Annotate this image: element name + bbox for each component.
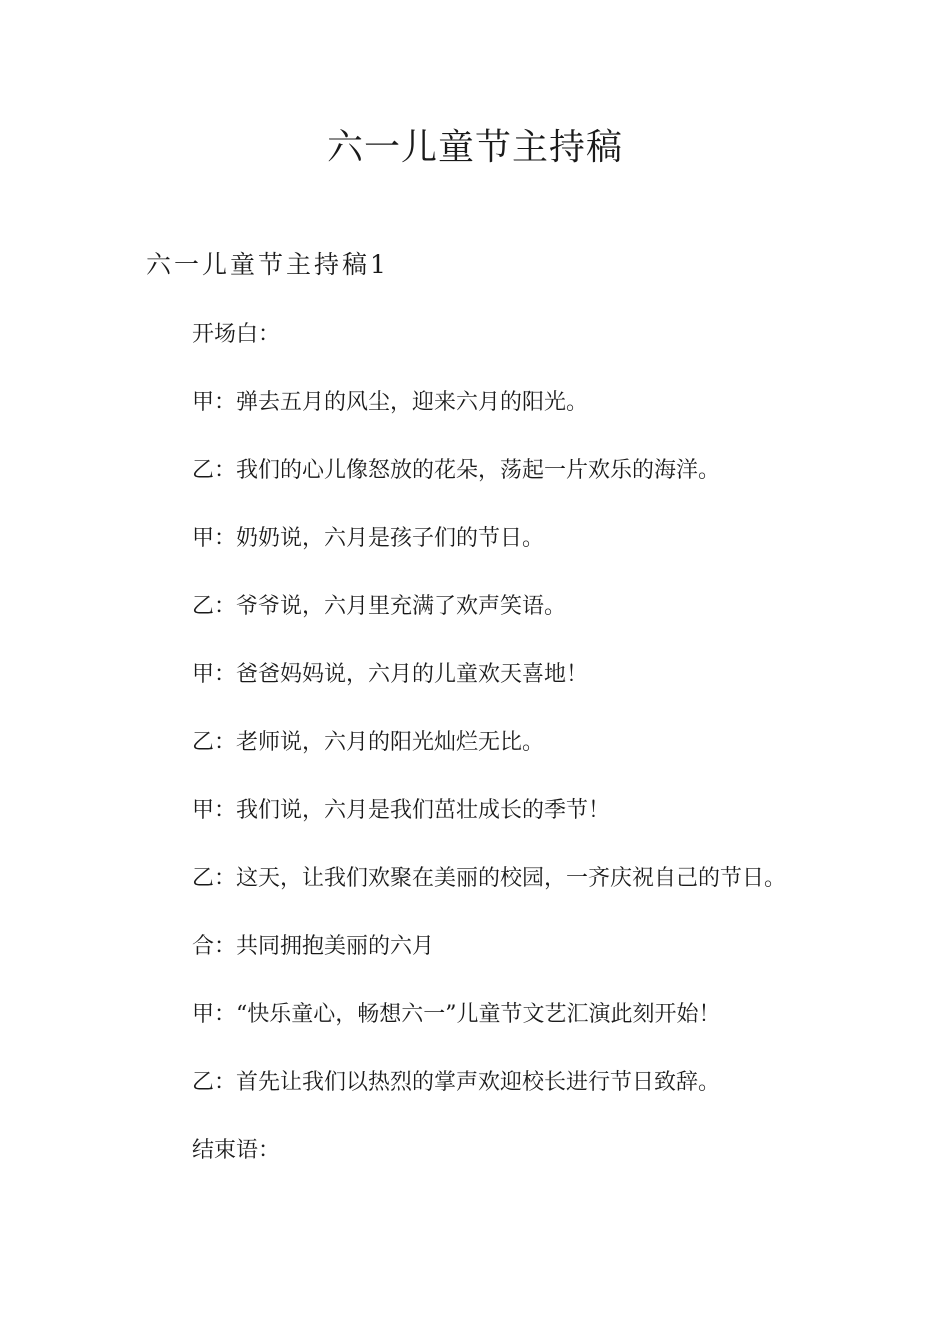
section-title: 六一儿童节主持稿1 <box>146 250 389 279</box>
paragraph: 甲：爸爸妈妈说，六月的儿童欢天喜地！ <box>192 662 589 687</box>
paragraph: 乙：老师说，六月的阳光灿烂无比。 <box>192 730 545 755</box>
paragraph: 甲：“快乐童心，畅想六一”儿童节文艺汇演此刻开始！ <box>192 1002 721 1027</box>
document-body <box>192 318 832 1202</box>
paragraph: 甲：奶奶说，六月是孩子们的节日。 <box>192 526 545 551</box>
paragraph: 甲：我们说，六月是我们茁壮成长的季节！ <box>192 798 611 823</box>
paragraph-closing-label: 结束语： <box>192 1138 281 1163</box>
paragraph: 乙：这天，让我们欢聚在美丽的校园，一齐庆祝自己的节日。 <box>192 866 787 891</box>
paragraph: 合：共同拥抱美丽的六月 <box>192 934 435 959</box>
document-title: 六一儿童节主持稿 <box>326 127 623 168</box>
paragraph: 乙：爷爷说，六月里充满了欢声笑语。 <box>192 594 567 619</box>
paragraph: 乙：我们的心儿像怒放的花朵，荡起一片欢乐的海洋。 <box>192 458 721 483</box>
paragraph: 乙：首先让我们以热烈的掌声欢迎校长进行节日致辞。 <box>192 1070 721 1095</box>
paragraph: 甲：弹去五月的风尘，迎来六月的阳光。 <box>192 390 589 415</box>
paragraph-opening-label: 开场白： <box>192 322 281 347</box>
